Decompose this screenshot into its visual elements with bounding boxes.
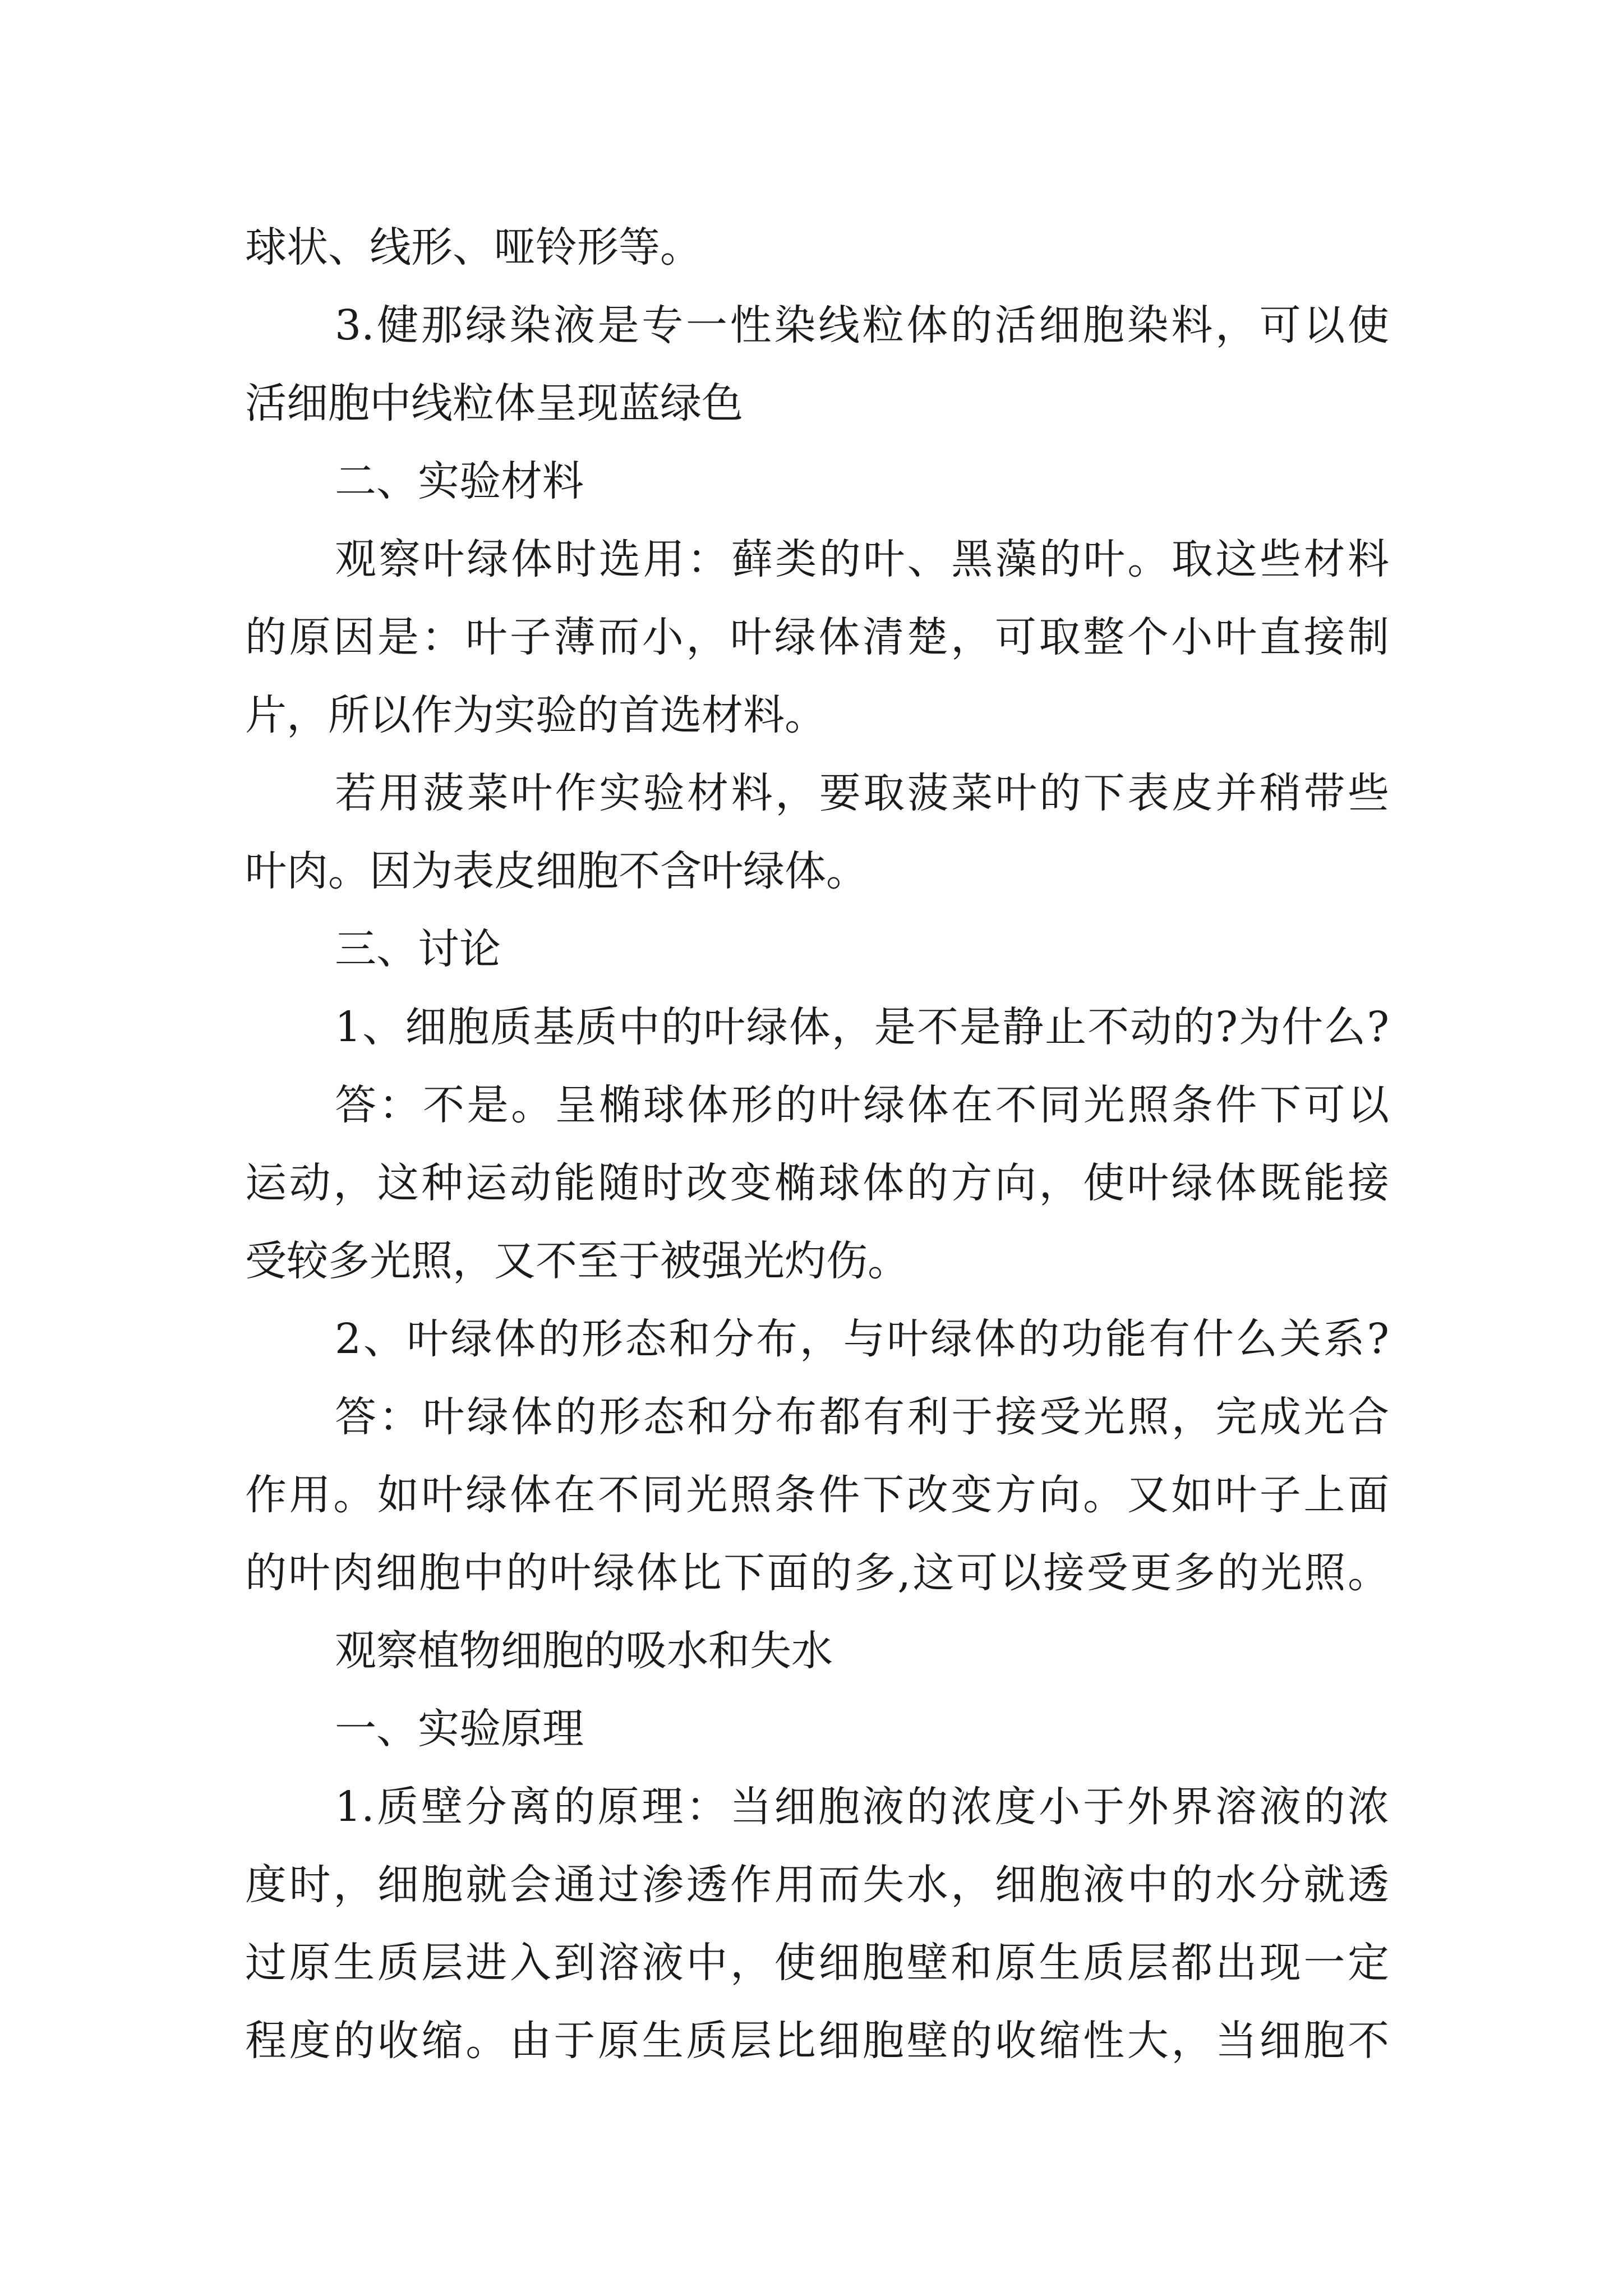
text-line: 运动，这种运动能随时改变椭球体的方向，使叶绿体既能接 xyxy=(245,1159,1389,1207)
text-line: 一、实验原理 xyxy=(335,1705,584,1753)
text-line: 叶肉。因为表皮细胞不含叶绿体。 xyxy=(245,847,868,895)
text-line: 片，所以作为实验的首选材料。 xyxy=(245,691,826,739)
document-body xyxy=(245,209,1389,2080)
text-line: 受较多光照，又不至于被强光灼伤。 xyxy=(245,1237,909,1285)
text-line: 度时，细胞就会通过渗透作用而失水，细胞液中的水分就透 xyxy=(245,1861,1389,1909)
text-line: 观察植物细胞的吸水和失水 xyxy=(335,1627,833,1675)
text-line: 的原因是：叶子薄而小，叶绿体清楚，可取整个小叶直接制 xyxy=(245,613,1389,661)
text-line: 答：叶绿体的形态和分布都有利于接受光照，完成光合 xyxy=(335,1393,1389,1441)
text-line: 若用菠菜叶作实验材料，要取菠菜叶的下表皮并稍带些 xyxy=(335,769,1389,817)
text-line: 过原生质层进入到溶液中，使细胞壁和原生质层都出现一定 xyxy=(245,1939,1389,1987)
text-line: 活细胞中线粒体呈现蓝绿色 xyxy=(245,379,743,427)
text-line: 1、细胞质基质中的叶绿体，是不是静止不动的?为什么? xyxy=(335,1003,1389,1051)
text-line: 的叶肉细胞中的叶绿体比下面的多,这可以接受更多的光照。 xyxy=(245,1549,1389,1597)
text-line: 1.质壁分离的原理：当细胞液的浓度小于外界溶液的浓 xyxy=(335,1783,1389,1831)
text-line: 程度的收缩。由于原生质层比细胞壁的收缩性大，当细胞不 xyxy=(245,2017,1389,2065)
text-line: 3.健那绿染液是专一性染线粒体的活细胞染料，可以使 xyxy=(335,301,1389,349)
text-line: 2、叶绿体的形态和分布，与叶绿体的功能有什么关系? xyxy=(335,1315,1389,1363)
text-line: 球状、线形、哑铃形等。 xyxy=(245,223,702,272)
text-line: 观察叶绿体时选用：藓类的叶、黑藻的叶。取这些材料 xyxy=(335,535,1389,583)
text-line: 作用。如叶绿体在不同光照条件下改变方向。又如叶子上面 xyxy=(245,1471,1389,1519)
text-line: 二、实验材料 xyxy=(335,457,584,505)
text-line: 答：不是。呈椭球体形的叶绿体在不同光照条件下可以 xyxy=(335,1081,1389,1129)
text-line: 三、讨论 xyxy=(335,925,501,973)
